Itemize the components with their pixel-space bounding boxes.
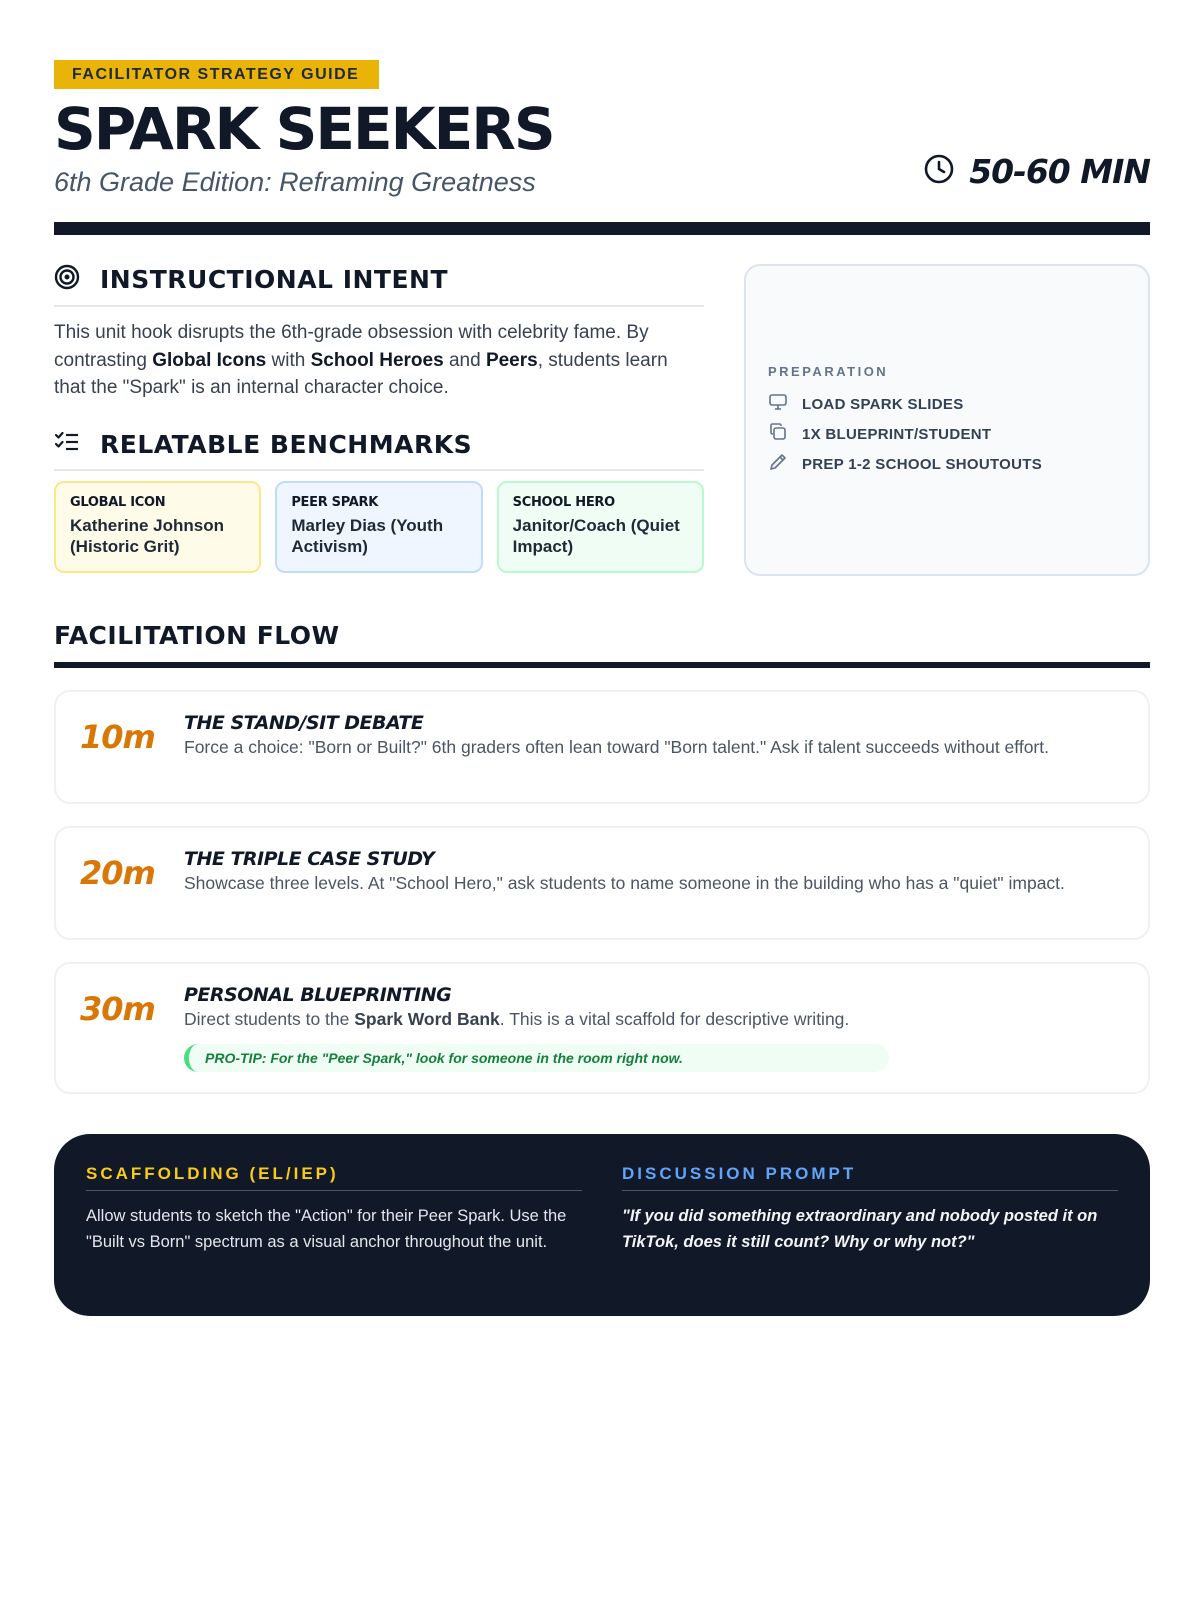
preparation-list bbox=[768, 389, 1126, 479]
benchmark-card-school-hero bbox=[497, 481, 704, 573]
step-description: Force a choice: "Born or Built?" 6th graders often lean toward "Born talent." Ask if talent succeeds without effort. bbox=[184, 736, 1049, 757]
step-description bbox=[184, 1008, 1118, 1030]
preparation-title: PREPARATION bbox=[768, 364, 889, 379]
intro-section bbox=[54, 264, 1150, 573]
preparation-item-label: 1X BLUEPRINT/STUDENT bbox=[802, 425, 992, 443]
discussion-title: DISCUSSION PROMPT bbox=[622, 1164, 1118, 1191]
step-title: PERSONAL BLUEPRINTING bbox=[184, 983, 452, 1006]
intent-text-part: and bbox=[443, 349, 486, 371]
scaffolding-column bbox=[86, 1164, 582, 1316]
page-title: SPARK SEEKERS bbox=[54, 95, 554, 163]
page-subtitle: 6th Grade Edition: Reframing Greatness bbox=[54, 167, 536, 197]
scaffolding-text: Allow students to sketch the "Action" for their Peer Spark. Use the "Built vs Born" spectrum as a visual anchor throughout the unit. bbox=[86, 1206, 567, 1251]
benchmark-card-peer-spark bbox=[275, 481, 482, 573]
preparation-item-label: PREP 1-2 SCHOOL SHOUTOUTS bbox=[802, 455, 1043, 473]
intent-heading: INSTRUCTIONAL INTENT bbox=[100, 265, 449, 294]
flow-step bbox=[54, 690, 1150, 804]
step-minutes: 20m bbox=[80, 853, 155, 892]
benchmark-card-name: Marley Dias (Youth Activism) bbox=[291, 515, 444, 556]
checklist-icon bbox=[54, 431, 80, 458]
benchmarks-heading-row bbox=[54, 430, 704, 471]
benchmarks-heading: RELATABLE BENCHMARKS bbox=[100, 429, 473, 459]
intent-bold-peers: Peers bbox=[485, 349, 538, 371]
intent-bold-global-icons: Global Icons bbox=[152, 349, 267, 371]
monitor-icon bbox=[768, 393, 788, 415]
step-body bbox=[184, 984, 1148, 1072]
benchmark-card-name: Katherine Johnson (Historic Grit) bbox=[70, 515, 224, 556]
step-body bbox=[184, 712, 1148, 782]
clock-icon bbox=[923, 153, 955, 190]
discussion-text: "If you did something extraordinary and nobody posted it on TikTok, does it still count? Why or why not?" bbox=[622, 1206, 1098, 1251]
scaffolding-title: SCAFFOLDING (EL/IEP) bbox=[86, 1164, 582, 1191]
intent-heading-row bbox=[54, 264, 704, 307]
preparation-item-label: LOAD SPARK SLIDES bbox=[802, 395, 964, 413]
benchmark-card-label: PEER SPARK bbox=[291, 494, 378, 510]
preparation-item bbox=[768, 419, 1126, 449]
step-minutes: 30m bbox=[80, 989, 155, 1028]
spark-word-bank: Spark Word Bank bbox=[354, 1008, 500, 1029]
step-desc-part: Direct students to the bbox=[184, 1008, 355, 1029]
step-title: THE STAND/SIT DEBATE bbox=[184, 711, 424, 734]
duration-text: 50-60 MIN bbox=[969, 152, 1150, 191]
flow-heading: FACILITATION FLOW bbox=[54, 620, 340, 650]
intent-bold-school-heroes: School Heroes bbox=[310, 349, 444, 371]
benchmark-card-name: Janitor/Coach (Quiet Impact) bbox=[512, 515, 680, 556]
header-divider bbox=[54, 222, 1150, 235]
step-minutes: 10m bbox=[80, 717, 155, 756]
intent-text-part: This unit hook disrupts the 6th-grade obsession with celebrity fame. By contrasting bbox=[54, 322, 649, 371]
guide-tag: FACILITATOR STRATEGY GUIDE bbox=[54, 60, 379, 89]
step-description: Showcase three levels. At "School Hero," ask students to name someone in the building who has a "quiet" impact. bbox=[184, 872, 1065, 893]
intent-text bbox=[54, 319, 704, 402]
intent-text-part: , students learn that the "Spark" is an internal character choice. bbox=[54, 349, 668, 398]
intent-text-part: with bbox=[266, 349, 311, 371]
benchmark-card-label: GLOBAL ICON bbox=[70, 494, 166, 510]
step-body bbox=[184, 848, 1148, 918]
pro-tip: PRO-TIP: For the "Peer Spark," look for someone in the room right now. bbox=[184, 1044, 889, 1072]
discussion-column bbox=[622, 1164, 1118, 1316]
step-title: THE TRIPLE CASE STUDY bbox=[184, 847, 435, 870]
flow-heading-row bbox=[54, 621, 1150, 668]
flow-step bbox=[54, 962, 1150, 1094]
pen-icon bbox=[768, 453, 788, 475]
page bbox=[54, 60, 1150, 1316]
header bbox=[54, 60, 1150, 236]
copy-icon bbox=[768, 423, 788, 445]
benchmark-card-global-icon bbox=[54, 481, 261, 573]
preparation-item bbox=[768, 449, 1126, 479]
flow-step bbox=[54, 826, 1150, 940]
benchmark-cards bbox=[54, 481, 704, 573]
flow-divider bbox=[54, 662, 1150, 668]
support-panel bbox=[54, 1134, 1150, 1316]
duration bbox=[923, 152, 1150, 191]
preparation-panel bbox=[744, 264, 1150, 576]
target-icon bbox=[54, 264, 80, 295]
step-desc-part: . This is a vital scaffold for descriptive writing. bbox=[499, 1008, 850, 1029]
benchmark-card-label: SCHOOL HERO bbox=[512, 494, 615, 510]
intro-left bbox=[54, 264, 704, 573]
preparation-item bbox=[768, 389, 1126, 419]
